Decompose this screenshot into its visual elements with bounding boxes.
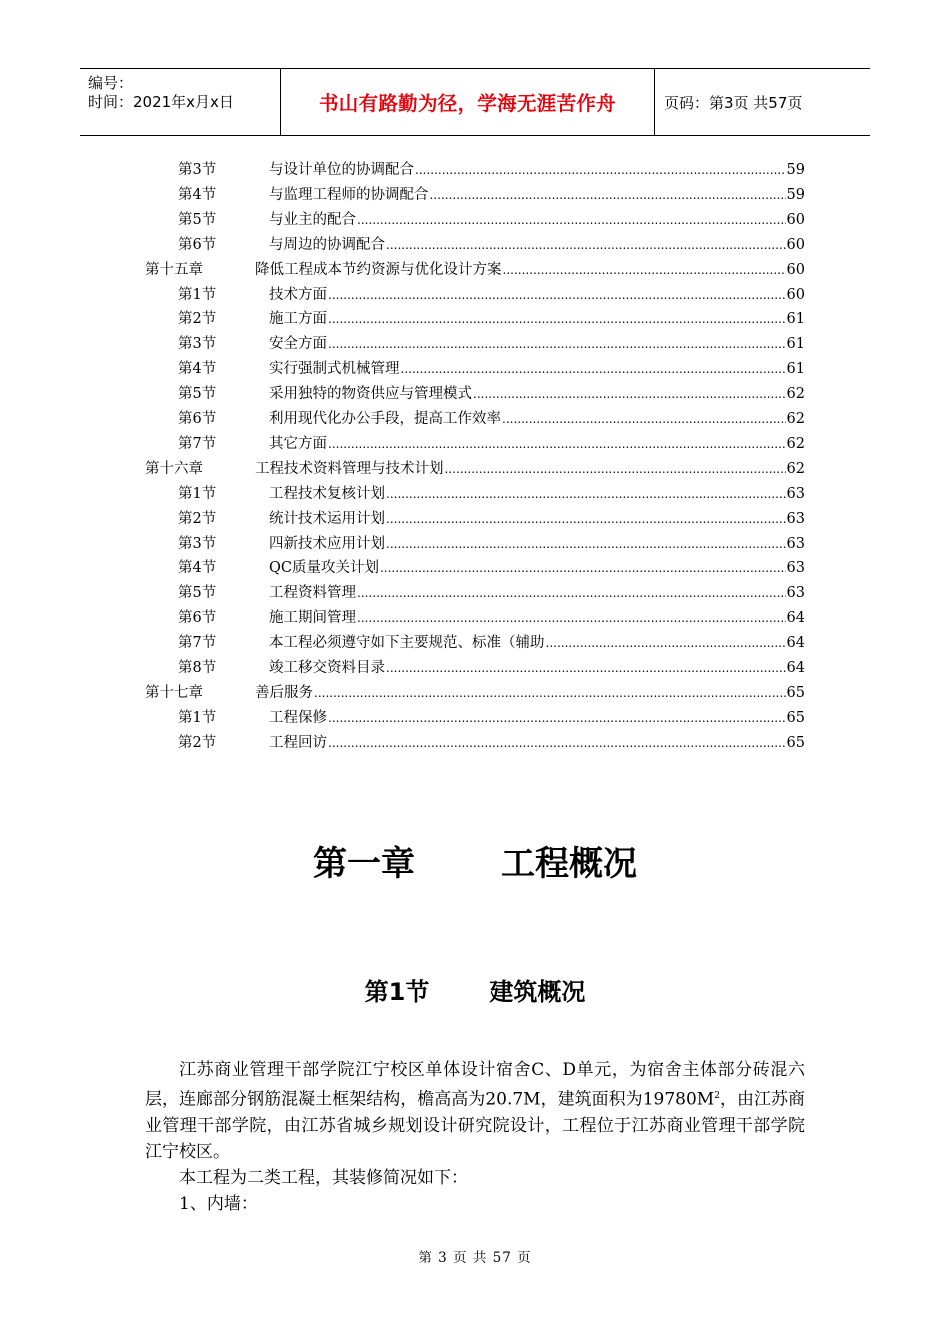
toc-dot-leader (473, 386, 786, 402)
toc-section-entry[interactable] (178, 656, 805, 680)
toc-entry-page: 65 (786, 734, 805, 751)
toc-entry-number: 第1节 (178, 485, 217, 502)
toc-dot-leader (386, 237, 786, 253)
toc-entry-page: 62 (786, 460, 805, 477)
toc-entry-page: 63 (786, 560, 805, 577)
toc-dot-leader (380, 560, 786, 576)
toc-entry-title: 利用现代化办公手段，提高工作效率 (269, 411, 501, 427)
toc-entry-title: 与周边的协调配合 (269, 236, 385, 253)
toc-dot-leader (328, 287, 786, 303)
toc-entry-title: 与业主的配合 (269, 211, 356, 228)
toc-entry-number: 第2节 (178, 734, 217, 751)
toc-entry-title: 与设计单位的协调配合 (269, 162, 414, 178)
toc-entry-title: 善后服务 (255, 684, 313, 701)
toc-section-entry[interactable] (178, 581, 805, 605)
toc-section-entry[interactable] (178, 482, 805, 506)
toc-entry-title: 本工程必须遵守如下主要规范、标准（辅助 (269, 635, 545, 652)
toc-entry-title: 安全方面 (269, 336, 327, 353)
toc-chapter-entry[interactable] (145, 258, 805, 282)
toc-entry-page: 64 (786, 635, 805, 652)
toc-entry-title: 工程保修 (269, 709, 327, 726)
toc-entry-title: 技术方面 (269, 286, 327, 303)
toc-entry-title: 施工方面 (269, 311, 327, 328)
toc-section-entry[interactable] (178, 183, 805, 207)
toc-entry-page: 62 (786, 411, 805, 427)
toc-entry-number: 第2节 (178, 510, 217, 527)
header-meta-cell (80, 69, 281, 135)
toc-entry-number: 第6节 (178, 411, 217, 427)
toc-entry-number: 第5节 (178, 386, 217, 403)
toc-entry-page: 60 (786, 286, 805, 303)
toc-entry-number: 第7节 (178, 435, 217, 452)
toc-entry-number: 第5节 (178, 211, 217, 228)
toc-section-entry[interactable] (178, 233, 805, 257)
toc-chapter-entry[interactable] (145, 681, 805, 705)
date-label: 时间：2021年x月x日 (88, 93, 234, 111)
page-info: 页码：第3页 共57页 (664, 93, 803, 112)
toc-section-entry[interactable] (178, 556, 805, 580)
motto-text: 书山有路勤为径，学海无涯苦作舟 (318, 92, 616, 115)
toc-dot-leader (357, 610, 786, 626)
toc-section-entry[interactable] (178, 706, 805, 730)
toc-dot-leader (386, 511, 786, 527)
toc-entry-page: 60 (786, 211, 805, 228)
toc-entry-number: 第3节 (178, 535, 217, 552)
body-text (145, 1057, 805, 1217)
toc-dot-leader (503, 262, 786, 278)
chapter-number: 第一章 (313, 844, 415, 884)
toc-entry-number: 第4节 (178, 186, 217, 203)
serial-label: 编号： (88, 74, 134, 92)
toc-dot-leader (328, 436, 786, 452)
toc-entry-number: 第十五章 (145, 261, 203, 278)
page-footer: 第 3 页 共 57 页 (418, 1250, 532, 1266)
toc-entry-page: 63 (786, 485, 805, 502)
paragraph-decoration-intro: 本工程为二类工程，其装修简况如下： (179, 1167, 468, 1188)
toc-entry-number: 第7节 (178, 635, 217, 652)
toc-dot-leader (357, 585, 786, 601)
toc-entry-page: 60 (786, 236, 805, 253)
toc-entry-page: 64 (786, 660, 805, 676)
header-motto-cell (281, 69, 655, 135)
toc-section-entry[interactable] (178, 432, 805, 456)
toc-dot-leader (415, 162, 786, 178)
toc-section-entry[interactable] (178, 357, 805, 381)
toc-entry-page: 62 (786, 386, 805, 403)
toc-entry-page: 60 (786, 261, 805, 278)
toc-dot-leader (357, 212, 786, 228)
toc-entry-number: 第8节 (178, 660, 217, 676)
toc-entry-title: 工程回访 (269, 734, 327, 751)
toc-entry-title: 施工期间管理 (269, 610, 356, 627)
toc-section-entry[interactable] (178, 158, 805, 182)
toc-dot-leader (386, 486, 786, 502)
chapter-title: 工程概况 (501, 844, 637, 884)
toc-entry-number: 第1节 (178, 709, 217, 726)
toc-dot-leader (546, 635, 786, 651)
toc-dot-leader (386, 536, 786, 552)
toc-entry-number: 第6节 (178, 610, 217, 627)
toc-entry-page: 63 (786, 585, 805, 602)
toc-section-entry[interactable] (178, 382, 805, 406)
toc-entry-page: 65 (786, 684, 805, 701)
paragraph-inner-wall: 1、内墙： (179, 1193, 258, 1214)
toc-section-entry[interactable] (178, 507, 805, 531)
toc-entry-page: 64 (786, 610, 805, 627)
toc-entry-number: 第3节 (178, 162, 217, 178)
chapter-heading (0, 836, 950, 885)
toc-dot-leader (502, 411, 786, 427)
section-number: 第1节 (364, 978, 430, 1006)
toc-entry-number: 第3节 (178, 336, 217, 353)
toc-entry-page: 63 (786, 510, 805, 527)
toc-dot-leader (445, 461, 786, 477)
toc-entry-number: 第十六章 (145, 460, 203, 477)
toc-entry-number: 第6节 (178, 236, 217, 253)
toc-dot-leader (328, 735, 786, 751)
toc-section-entry[interactable] (178, 307, 805, 331)
toc-entry-title: QC质量攻关计划 (269, 560, 379, 577)
toc-entry-number: 第1节 (178, 286, 217, 303)
toc-entry-page: 63 (786, 535, 805, 552)
toc-entry-number: 第5节 (178, 585, 217, 602)
toc-entry-title: 降低工程成本节约资源与优化设计方案 (255, 261, 502, 278)
toc-section-entry[interactable] (178, 532, 805, 556)
toc-section-entry[interactable] (178, 731, 805, 755)
toc-entry-title: 统计技术运用计划 (269, 510, 385, 527)
toc-entry-number: 第4节 (178, 361, 217, 378)
toc-entry-title: 其它方面 (269, 435, 327, 452)
toc-entry-title: 工程技术复核计划 (269, 485, 385, 502)
toc-entry-title: 竣工移交资料目录 (269, 660, 385, 676)
toc-entry-title: 采用独特的物资供应与管理模式 (269, 386, 472, 403)
toc-entry-page: 61 (786, 336, 805, 353)
toc-section-entry[interactable] (178, 606, 805, 630)
toc-dot-leader (328, 311, 786, 327)
toc-entry-page: 59 (786, 162, 805, 178)
toc-entry-page: 65 (786, 709, 805, 726)
paragraph-building-overview: 江苏商业管理干部学院江宁校区单体设计宿舍C、D单元，为宿舍主体部分砖混六层，连廊部分钢筋混凝土框架结构，檐高高为20.7M，建筑面积为$19780M^2$，由江苏商业管理干部学院，由江苏省城乡规划设计研究院设计，工程位于江苏商业管理干部学院江宁校区。 (145, 1060, 806, 1162)
toc-section-entry[interactable] (178, 631, 805, 655)
toc-section-entry[interactable] (178, 407, 805, 431)
toc-entry-page: 62 (786, 435, 805, 452)
toc-entry-number: 第2节 (178, 311, 217, 328)
toc-section-entry[interactable] (178, 283, 805, 307)
toc-entry-page: 61 (786, 361, 805, 378)
header-page-cell (655, 69, 870, 135)
toc-entry-page: 59 (786, 186, 805, 203)
toc-entry-title: 实行强制式机械管理 (269, 361, 400, 378)
toc-dot-leader (430, 187, 786, 203)
toc-dot-leader (328, 710, 786, 726)
toc-entry-title: 工程技术资料管理与技术计划 (255, 460, 444, 477)
toc-dot-leader (328, 336, 786, 352)
toc-entry-title: 工程资料管理 (269, 585, 356, 602)
toc-entry-page: 61 (786, 311, 805, 328)
toc-dot-leader (386, 660, 786, 676)
toc-section-entry[interactable] (178, 208, 805, 232)
toc-chapter-entry[interactable] (145, 457, 805, 481)
section-title: 建筑概况 (489, 978, 586, 1006)
toc-entry-title: 与监理工程师的协调配合 (269, 186, 429, 203)
toc-entry-number: 第十七章 (145, 684, 203, 701)
section-heading (0, 972, 950, 1007)
toc-dot-leader (314, 685, 786, 701)
toc-dot-leader (401, 361, 786, 377)
toc-entry-number: 第4节 (178, 560, 217, 577)
page-header (80, 68, 870, 136)
toc-entry-title: 四新技术应用计划 (269, 535, 385, 552)
toc-section-entry[interactable] (178, 332, 805, 356)
